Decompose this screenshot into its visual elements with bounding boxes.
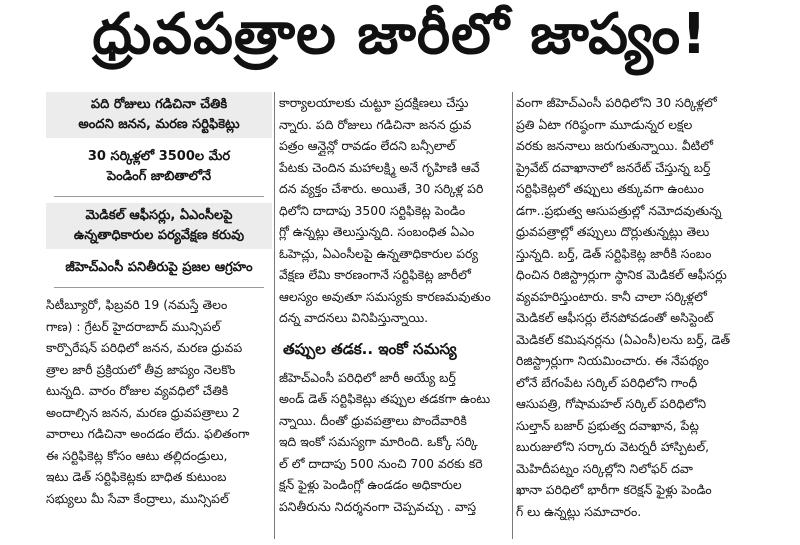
body-line: త్రాల జారీ ప్రక్రియలో తీవ్ర జాప్యం నెలకొం — [46, 361, 236, 377]
body-line: ఆలస్యం అవుతూ సమస్యకు కారణమవుతుం — [279, 288, 491, 304]
article-column-3 — [516, 92, 778, 545]
headline: ధ్రువపత్రాల జారీలో జాప్యం! — [92, 2, 708, 67]
deck-line: మెడికల్ ఆఫీసర్లు, ఏఎంసీలపై — [85, 208, 233, 223]
body-text — [46, 294, 272, 509]
body-line: అందాల్సిన జనన, మరణ ధ్రువపత్రాలు 2 — [46, 404, 240, 420]
subheading: తప్పుల తడక.. ఇంకో సమస్య — [283, 339, 457, 358]
body-line: ఇటు డెత్ సర్టిఫికెట్లకు బాధిత కుటుంబ — [46, 469, 227, 484]
body-line: సర్టిఫికెట్లలో తప్పులు తక్కువగా ఉంటుం — [516, 181, 704, 196]
body-line: టున్నది. వారం రోజుల వ్యవధిలో చేతికి — [46, 383, 229, 398]
body-line: స్తున్నది. బర్త్, డెత్ సర్టిఫికెట్ల జారీకి సంబం — [516, 245, 712, 261]
body-line: సభ్యులు మీ సేవా కేంద్రాలు, మున్సిపల్ — [46, 490, 229, 506]
deck-line: అందని జనన, మరణ సర్టిఫికెట్లు — [78, 117, 240, 132]
body-line: ఇది ఇంకో సమస్యగా మారింది. ఒక్కో సర్కి — [279, 434, 478, 449]
body-line: మెడికల్ ఆఫీసర్లు లేనపోవడంతో అసిస్టెంట్ — [516, 310, 714, 325]
body-line: వేక్షణ లేమి కారణంగానే సర్టిఫికెట్ల జారీలో — [279, 267, 471, 282]
column-rule — [512, 92, 513, 539]
article-column-1 — [46, 92, 272, 545]
body-line: గాణ) : గ్రేటర్ హైదరాబాద్ మున్సిపల్ — [46, 318, 221, 334]
body-line: లోనే బేగంపేట సర్కిల్ పరిధిలోని గాంధీ — [516, 374, 698, 390]
body-line: వంగా జీహెచ్ఎంసీ పరిధిలోని 30 సర్కిళ్లలో — [516, 95, 717, 110]
deck-line: పది రోజులు గడిచినా చేతికి — [90, 97, 228, 112]
body-line: వారాలు గడిచినా అందడం లేదు. ఫలితంగా — [46, 426, 250, 441]
column-rule — [274, 92, 275, 539]
body-line: ఓహెచ్లు, ఏఎంసీలపై ఉన్నతాధికారుల పర్య — [279, 245, 479, 261]
body-line: ధిలోని దాదాపు 3500 సర్టిఫికెట్ల పెండిం — [279, 202, 466, 218]
body-line: క్షన్ ఫైళ్లు పెండింగ్లో ఉండడం అధికారుల — [279, 477, 462, 492]
divider — [54, 287, 264, 288]
body-line: ల్ లో దాదాపు 500 నుంచి 700 వరకు కరె — [279, 455, 483, 471]
deck-line: జీహెచ్ఎంసీ పనితీరుపై ప్రజల ఆగ్రహం — [65, 260, 253, 275]
body-line: గ్ లు ఉన్నట్లు సమాచారం. — [516, 503, 642, 519]
body-line: వరకు జననాలు జరుగుతున్నాయి. వీటిలో — [516, 138, 713, 153]
body-line: దన వ్యక్తం చేశారు. అయితే, 30 సర్కిళ్ల పరి — [279, 181, 484, 196]
body-line: సుల్తాన్ బజార్ ప్రభుత్వ దవాఖాన, పేట్ల — [516, 417, 699, 433]
body-line: వ్యవహరిస్తుంటారు. కానీ చాలా సర్కిళ్లలో — [516, 288, 707, 304]
deck-public-anger — [46, 255, 272, 281]
deck-supervision — [46, 203, 272, 249]
body-line: జీహెచ్ఎంసీ పరిధిలో జారీ అయ్యే బర్త్ — [279, 369, 456, 385]
body-text — [279, 367, 509, 518]
body-line: ప్రతి ఏటా గరిష్ఠంగా మూడున్నర లక్షల — [516, 116, 693, 132]
body-line: ప్రైవేట్ దవాఖానాలో జనరేట్ చేస్తున్న బర్త్ — [516, 159, 711, 175]
body-line: ధ్రువపత్రాల్లో తప్పులు దొర్లుతున్నట్లు తెలు — [516, 224, 710, 239]
body-line: కార్పొరేషన్ పరిధిలో జనన, మరణ ధ్రువప — [46, 340, 243, 355]
body-line: పనితీరును నిదర్శనంగా చెప్పవచ్చు . వాస్త — [279, 498, 477, 514]
body-line: ఖానా పరిధిలో భారీగా కరెక్షన్ ఫైళ్లు పెండిం — [516, 482, 712, 497]
body-line: ఈ సర్టిఫికెట్ల కోసం ఆటు తల్లిదండ్రులు, — [46, 447, 228, 463]
deck-line: పెండింగ్ జాబితాలోనే — [106, 169, 212, 184]
article-column-2 — [279, 92, 509, 545]
body-line: సిటీబ్యూరో, ఫిబ్రవరి 19 (నమస్తే తెలం — [46, 297, 228, 312]
deck-summary — [46, 92, 272, 138]
body-line: ధించిన రిజిస్ట్రార్లుగా స్థానిక మెడికల్ ఆఫీసర్లు — [516, 267, 727, 282]
body-text — [516, 92, 778, 522]
body-line: పేటకు చెందిన మహాలక్ష్మి అనే గృహిణి ఆవే — [279, 159, 480, 175]
body-line: కార్యాలయాలకు చుట్టూ ప్రదక్షిణలు చేస్తు — [279, 95, 469, 110]
body-text — [279, 92, 509, 329]
body-line: గ్లో ఉన్నట్లు తెలుస్తున్నది. సంబంధిత ఏఎం — [279, 224, 475, 239]
body-line: మెడికల్ కమిషనర్లను (ఏఎంసీ)లను బర్త్, డెత్ — [516, 331, 731, 347]
deck-pending — [46, 144, 272, 190]
deck-line: 30 సర్కిళ్లలో 3500ల మేర — [87, 149, 231, 164]
body-line: ఆసుపత్రి, గోషామహల్ సర్కిల్ పరిధిలోని — [516, 396, 707, 411]
body-line: న్నాయి. దీంతో ధ్రువపత్రాలు పొందేవారికి — [279, 412, 467, 428]
body-line: డగా..ప్రభుత్వ ఆసుపత్రుల్లో నమోదవుతున్న — [516, 202, 722, 218]
divider — [54, 196, 264, 197]
body-line: న్నారు. పది రోజులు గడిచినా జనన ధ్రువ — [279, 116, 472, 132]
body-line: రిజిస్ట్రార్లుగా నియమించారు. ఈ నేపథ్యం — [516, 353, 709, 368]
body-line: మెహిదీపట్నం సర్కిల్లోని నిలోఫర్ దవా — [516, 460, 693, 476]
body-line: బురుజులోని సర్కారు వెటర్నరీ హాస్పిటల్, — [516, 439, 710, 454]
body-line: పత్రం ఆన్లైన్లో రావడం లేదని బన్సీలాల్ — [279, 138, 456, 153]
body-line: దన్న వాదనలు వినిపిస్తున్నాయి. — [279, 310, 429, 325]
deck-line: ఉన్నతాధికారుల పర్యవేక్షణ కరువు — [73, 228, 245, 243]
body-line: అండ్ డెత్ సర్టిఫికెట్లు తప్పుల తడకగా ఉంటు — [279, 391, 491, 406]
